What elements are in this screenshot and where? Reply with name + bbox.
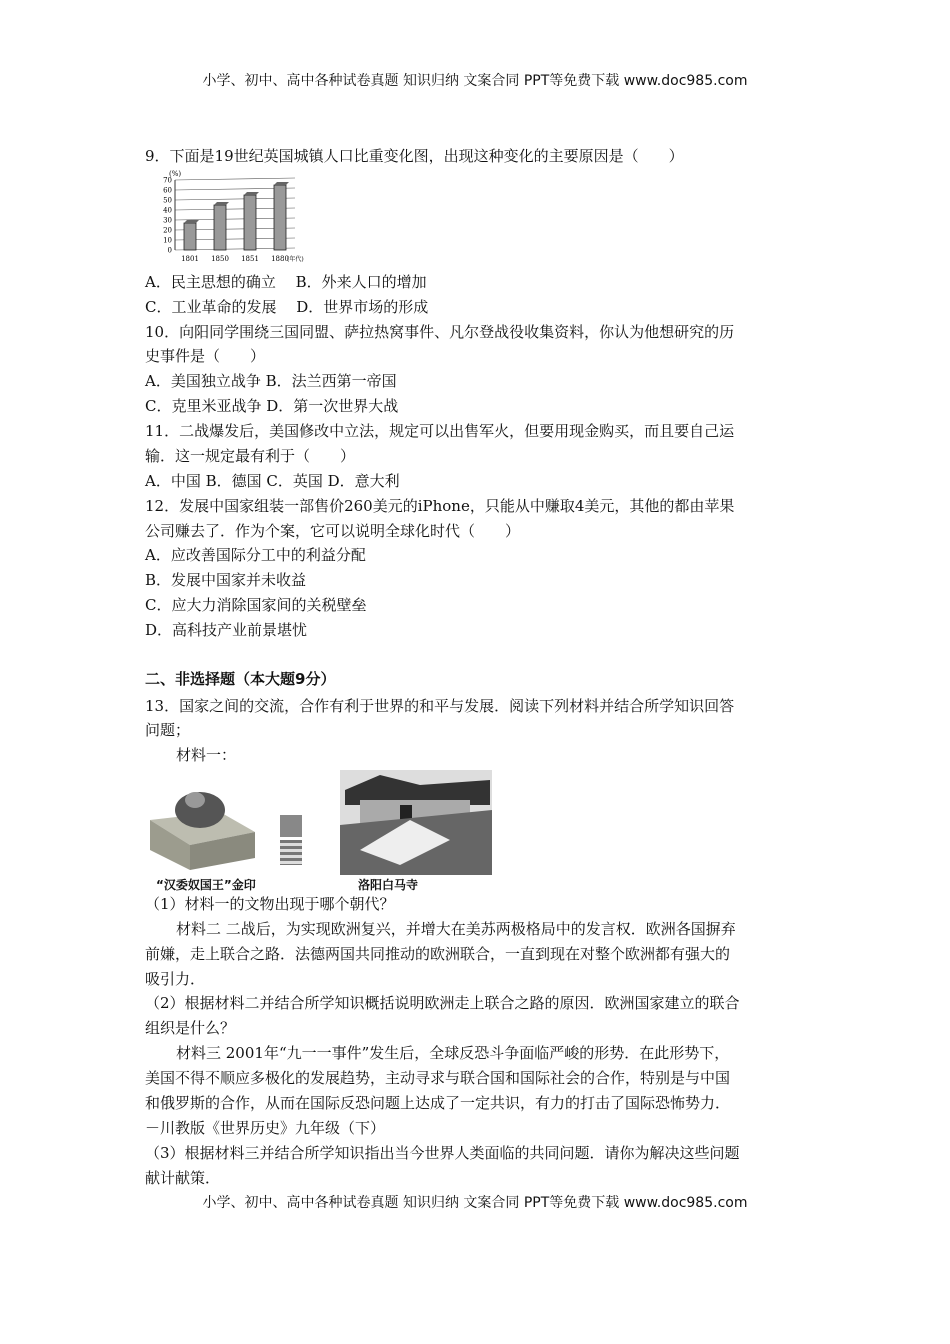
text-line: 组织是什么？	[145, 1019, 236, 1037]
x-tick-label: 1850	[211, 255, 229, 263]
page-header: 小学、初中、高中各种试卷真题 知识归纳 文案合同 PPT等免费下载 www.doc985.com	[202, 73, 748, 89]
text-line: 公司赚去了．作为个案，它可以说明全球化时代（ ）	[145, 522, 521, 540]
y-axis-label: (%)	[169, 170, 182, 178]
bar-top	[244, 192, 259, 195]
text-line: 12．发展中国家组装一部售价260美元的iPhone，只能从中赚取4美元，其他的都由苹果	[145, 497, 735, 515]
seal-imprint-image	[280, 815, 302, 837]
text-line: 9．下面是19世纪英国城镇人口比重变化图，出现这种变化的主要原因是（ ）	[145, 147, 684, 165]
text-line: －川教版《世界历史》九年级（下）	[145, 1119, 386, 1137]
x-tick-label: 1801	[181, 255, 199, 263]
x-axis-label: (年代)	[287, 256, 304, 263]
text-line: 材料一：	[176, 746, 237, 764]
gridline	[175, 178, 295, 180]
y-tick-label: 40	[163, 206, 172, 215]
bar-top	[214, 202, 229, 205]
text-line: 二、非选择题（本大题9分）	[145, 670, 336, 688]
text-line: （3）根据材料三并结合所学知识指出当今世界人类面临的共同问题．请你为解决这些问题	[145, 1144, 740, 1162]
text-line: 10．向阳同学围绕三国同盟、萨拉热窝事件、凡尔登战役收集资料，你认为他想研究的历	[145, 323, 735, 341]
text-line: C．工业革命的发展 D．世界市场的形成	[145, 298, 429, 316]
text-line: 问题；	[145, 721, 191, 739]
y-tick-label: 20	[163, 226, 172, 235]
text-line: （2）根据材料二并结合所学知识概括说明欧洲走上联合之路的原因．欧洲国家建立的联合	[145, 994, 740, 1012]
gold-seal-image	[145, 770, 275, 875]
text-line: 献计献策．	[145, 1169, 221, 1187]
x-tick-label: 1851	[241, 255, 259, 263]
y-tick-label: 60	[163, 186, 172, 195]
bar	[244, 195, 256, 250]
text-line: 前嫌，走上联合之路．法德两国共同推动的欧洲联合，一直到现在对整个欧洲都有强大的	[145, 945, 731, 963]
white-horse-temple-image	[340, 770, 492, 875]
text-line: （1）材料一的文物出现于哪个朝代？	[145, 895, 395, 913]
text-line: A．中国 B．德国 C．英国 D．意大利	[145, 472, 400, 490]
temple-caption: 洛阳白马寺	[358, 878, 419, 892]
text-line: A．应改善国际分工中的利益分配	[145, 546, 366, 564]
text-line: 史事件是（ ）	[145, 347, 266, 365]
bar	[214, 205, 226, 250]
bar	[184, 223, 196, 250]
text-line: A．民主思想的确立 B．外来人口的增加	[145, 273, 427, 291]
text-line: 材料二 二战后，为实现欧洲复兴，并增大在美苏两极格局中的发言权．欧洲各国摒弃	[176, 920, 736, 938]
text-line: 材料三 2001年“九一一事件”发生后，全球反恐斗争面临严峻的形势．在此形势下，	[176, 1044, 730, 1062]
text-line: B．发展中国家并未收益	[145, 571, 307, 589]
text-line: C．克里米亚战争 D．第一次世界大战	[145, 397, 399, 415]
page-footer: 小学、初中、高中各种试卷真题 知识归纳 文案合同 PPT等免费下载 www.doc985.com	[202, 1195, 748, 1211]
x-tick-label: 1880	[271, 255, 289, 263]
y-tick-label: 0	[167, 246, 172, 255]
y-tick-label: 10	[163, 236, 172, 245]
y-tick-label: 30	[163, 216, 172, 225]
text-line: A．美国独立战争 B．法兰西第一帝国	[145, 372, 397, 390]
text-line: 吸引力．	[145, 970, 206, 988]
text-line: 13．国家之间的交流，合作有利于世界的和平与发展．阅读下列材料并结合所学知识回答	[145, 697, 735, 715]
text-line: 和俄罗斯的合作，从而在国际反恐问题上达成了一定共识，有力的打击了国际恐怖势力．	[145, 1094, 731, 1112]
text-line: 输．这一规定最有利于（ ）	[145, 447, 356, 465]
y-tick-label: 70	[163, 176, 172, 185]
urban-population-chart	[145, 168, 305, 266]
bar-top	[184, 220, 199, 223]
text-line: 11．二战爆发后，美国修改中立法，规定可以出售军火，但要用现金购买，而且要自己运	[145, 422, 735, 440]
seal-text-image	[280, 840, 302, 865]
text-line: C．应大力消除国家间的关税壁垒	[145, 596, 367, 614]
y-tick-label: 50	[163, 196, 172, 205]
text-line: 美国不得不顺应多极化的发展趋势，主动寻求与联合国和国际社会的合作，特别是与中国	[145, 1069, 731, 1087]
text-line: D．高科技产业前景堪忧	[145, 621, 308, 639]
seal-caption: “汉委奴国王”金印	[156, 878, 256, 892]
bar-top	[274, 182, 289, 185]
bar	[274, 185, 286, 250]
